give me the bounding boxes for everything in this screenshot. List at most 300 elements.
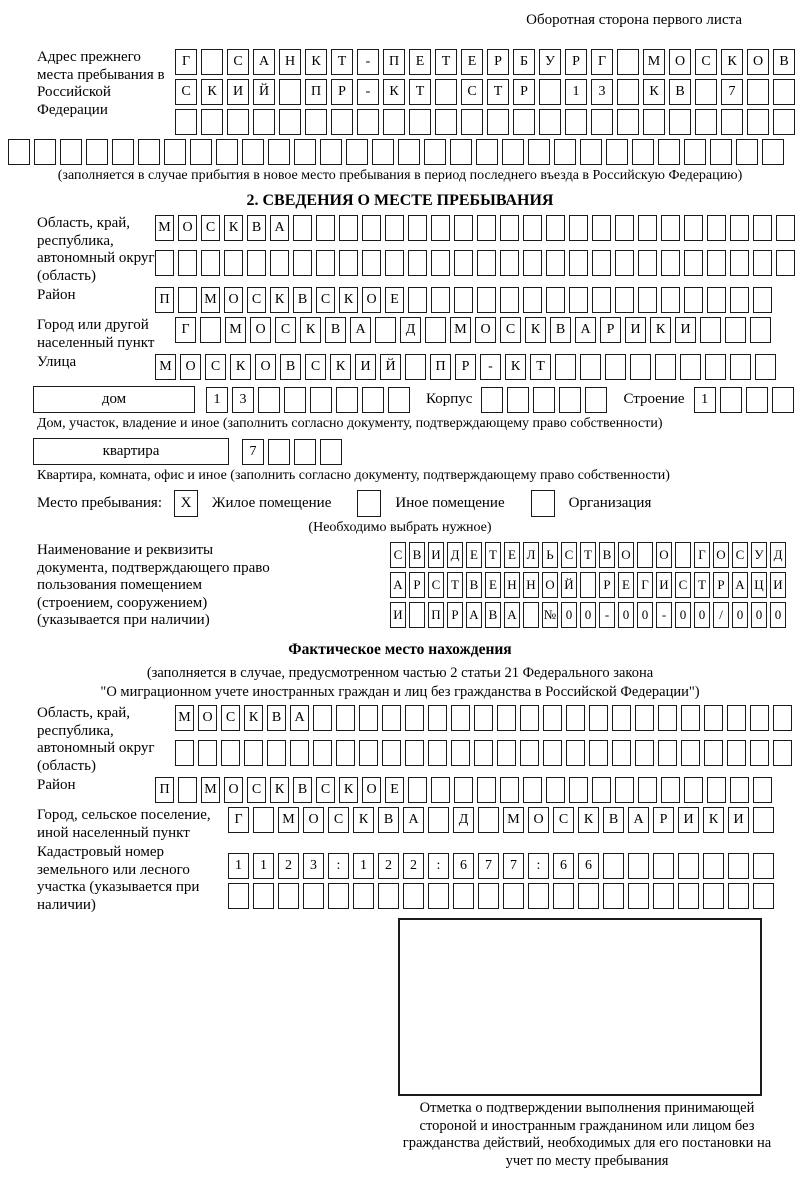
form-cell[interactable]: Й	[253, 79, 275, 105]
form-cell[interactable]: -	[599, 602, 615, 628]
form-cell[interactable]	[405, 354, 426, 380]
form-cell[interactable]	[408, 215, 427, 241]
form-cell[interactable]: В	[325, 317, 346, 343]
form-cell[interactable]	[478, 883, 499, 909]
form-cell[interactable]: В	[267, 705, 286, 731]
form-cell[interactable]	[258, 387, 280, 413]
form-cell[interactable]	[398, 139, 420, 165]
form-cell[interactable]	[566, 740, 585, 766]
form-cell[interactable]: О	[528, 807, 549, 833]
form-cell[interactable]	[313, 705, 332, 731]
form-cell[interactable]	[730, 354, 751, 380]
form-cell[interactable]	[592, 215, 611, 241]
form-cell[interactable]	[316, 250, 335, 276]
form-cell[interactable]: Е	[385, 287, 404, 313]
form-cell[interactable]: Т	[530, 354, 551, 380]
form-cell[interactable]	[331, 109, 353, 135]
form-cell[interactable]	[454, 777, 473, 803]
form-cell[interactable]	[477, 287, 496, 313]
form-cell[interactable]	[500, 250, 519, 276]
form-cell[interactable]: Г	[591, 49, 613, 75]
form-cell[interactable]	[728, 883, 749, 909]
form-cell[interactable]	[477, 777, 496, 803]
form-cell[interactable]	[750, 317, 771, 343]
form-cell[interactable]: В	[466, 572, 482, 598]
form-cell[interactable]: Й	[561, 572, 577, 598]
form-cell[interactable]	[454, 215, 473, 241]
form-cell[interactable]: К	[505, 354, 526, 380]
form-cell[interactable]	[635, 705, 654, 731]
form-cell[interactable]: М	[201, 287, 220, 313]
form-cell[interactable]	[546, 215, 565, 241]
form-cell[interactable]: 1	[206, 387, 228, 413]
form-cell[interactable]: В	[247, 215, 266, 241]
form-cell[interactable]	[435, 79, 457, 105]
form-cell[interactable]	[388, 387, 410, 413]
form-cell[interactable]: Т	[409, 79, 431, 105]
form-cell[interactable]	[507, 387, 529, 413]
form-cell[interactable]	[294, 439, 316, 465]
form-cell[interactable]: К	[224, 215, 243, 241]
form-cell[interactable]: 0	[561, 602, 577, 628]
form-cell[interactable]: Т	[580, 542, 596, 568]
form-cell[interactable]	[346, 139, 368, 165]
form-cell[interactable]	[703, 853, 724, 879]
form-cell[interactable]	[638, 250, 657, 276]
form-cell[interactable]	[675, 542, 691, 568]
form-cell[interactable]	[578, 883, 599, 909]
form-cell[interactable]: Р	[487, 49, 509, 75]
form-cell[interactable]: 1	[228, 853, 249, 879]
checkbox-residential[interactable]: X	[174, 490, 198, 517]
form-cell[interactable]	[253, 883, 274, 909]
form-cell[interactable]: О	[198, 705, 217, 731]
form-cell[interactable]	[606, 139, 628, 165]
form-cell[interactable]	[684, 777, 703, 803]
form-cell[interactable]: Е	[504, 542, 520, 568]
form-cell[interactable]	[487, 109, 509, 135]
form-cell[interactable]: Г	[694, 542, 710, 568]
form-cell[interactable]	[615, 215, 634, 241]
form-cell[interactable]	[428, 705, 447, 731]
form-cell[interactable]: В	[409, 542, 425, 568]
form-cell[interactable]: П	[428, 602, 444, 628]
form-cell[interactable]	[336, 740, 355, 766]
form-cell[interactable]	[695, 109, 717, 135]
form-cell[interactable]	[155, 250, 174, 276]
form-cell[interactable]	[425, 317, 446, 343]
form-cell[interactable]: 2	[278, 853, 299, 879]
form-cell[interactable]	[290, 740, 309, 766]
form-cell[interactable]: А	[390, 572, 406, 598]
form-cell[interactable]	[695, 79, 717, 105]
form-cell[interactable]: А	[270, 215, 289, 241]
form-cell[interactable]	[244, 740, 263, 766]
form-cell[interactable]: Р	[409, 572, 425, 598]
form-cell[interactable]: Б	[513, 49, 535, 75]
form-cell[interactable]: 1	[353, 853, 374, 879]
form-cell[interactable]: О	[362, 777, 381, 803]
form-cell[interactable]: В	[293, 777, 312, 803]
form-cell[interactable]	[523, 602, 539, 628]
form-cell[interactable]: :	[428, 853, 449, 879]
form-cell[interactable]	[453, 883, 474, 909]
form-cell[interactable]	[750, 740, 769, 766]
form-cell[interactable]: Т	[447, 572, 463, 598]
form-cell[interactable]	[520, 705, 539, 731]
form-cell[interactable]	[730, 215, 749, 241]
form-cell[interactable]: И	[770, 572, 786, 598]
form-cell[interactable]	[628, 853, 649, 879]
form-cell[interactable]	[589, 740, 608, 766]
form-cell[interactable]	[661, 777, 680, 803]
form-cell[interactable]	[242, 139, 264, 165]
form-cell[interactable]	[638, 215, 657, 241]
form-cell[interactable]: П	[430, 354, 451, 380]
form-cell[interactable]	[268, 439, 290, 465]
form-cell[interactable]: А	[466, 602, 482, 628]
form-cell[interactable]: С	[328, 807, 349, 833]
form-cell[interactable]	[138, 139, 160, 165]
form-cell[interactable]	[721, 109, 743, 135]
form-cell[interactable]	[362, 250, 381, 276]
form-cell[interactable]	[378, 883, 399, 909]
form-cell[interactable]	[336, 705, 355, 731]
form-cell[interactable]	[201, 109, 223, 135]
form-cell[interactable]	[221, 740, 240, 766]
form-cell[interactable]: Р	[447, 602, 463, 628]
form-cell[interactable]: И	[227, 79, 249, 105]
form-cell[interactable]	[328, 883, 349, 909]
form-cell[interactable]: Н	[523, 572, 539, 598]
form-cell[interactable]: С	[732, 542, 748, 568]
form-cell[interactable]	[566, 705, 585, 731]
form-cell[interactable]: П	[305, 79, 327, 105]
form-cell[interactable]	[500, 287, 519, 313]
form-cell[interactable]	[279, 79, 301, 105]
form-cell[interactable]	[746, 387, 768, 413]
form-cell[interactable]: Л	[523, 542, 539, 568]
form-cell[interactable]	[523, 215, 542, 241]
form-cell[interactable]	[730, 287, 749, 313]
form-cell[interactable]	[681, 740, 700, 766]
form-cell[interactable]: М	[155, 354, 176, 380]
form-cell[interactable]	[546, 250, 565, 276]
form-cell[interactable]	[704, 705, 723, 731]
form-cell[interactable]	[730, 250, 749, 276]
form-cell[interactable]	[753, 883, 774, 909]
form-cell[interactable]: К	[339, 287, 358, 313]
form-cell[interactable]: Й	[380, 354, 401, 380]
form-cell[interactable]	[533, 387, 555, 413]
form-cell[interactable]: В	[599, 542, 615, 568]
form-cell[interactable]: Е	[409, 49, 431, 75]
form-cell[interactable]: И	[675, 317, 696, 343]
form-cell[interactable]: М	[503, 807, 524, 833]
form-cell[interactable]: И	[678, 807, 699, 833]
form-cell[interactable]	[569, 250, 588, 276]
form-cell[interactable]	[543, 705, 562, 731]
form-cell[interactable]: К	[525, 317, 546, 343]
form-cell[interactable]: И	[355, 354, 376, 380]
form-cell[interactable]: :	[328, 853, 349, 879]
form-cell[interactable]	[753, 250, 772, 276]
form-cell[interactable]: К	[703, 807, 724, 833]
form-cell[interactable]: М	[155, 215, 174, 241]
form-cell[interactable]: П	[155, 287, 174, 313]
form-cell[interactable]	[643, 109, 665, 135]
form-cell[interactable]: К	[353, 807, 374, 833]
form-cell[interactable]: Р	[331, 79, 353, 105]
apartment-type-box[interactable]: квартира	[33, 438, 229, 465]
form-cell[interactable]: Е	[461, 49, 483, 75]
form-cell[interactable]	[270, 250, 289, 276]
form-cell[interactable]: М	[201, 777, 220, 803]
form-cell[interactable]	[175, 109, 197, 135]
form-cell[interactable]	[776, 215, 795, 241]
form-cell[interactable]: С	[316, 777, 335, 803]
form-cell[interactable]	[539, 79, 561, 105]
form-cell[interactable]: Г	[175, 317, 196, 343]
form-cell[interactable]: У	[751, 542, 767, 568]
form-cell[interactable]: О	[656, 542, 672, 568]
form-cell[interactable]	[190, 139, 212, 165]
form-cell[interactable]: -	[357, 79, 379, 105]
form-cell[interactable]: К	[305, 49, 327, 75]
form-cell[interactable]	[523, 250, 542, 276]
form-cell[interactable]	[669, 109, 691, 135]
form-cell[interactable]: Е	[618, 572, 634, 598]
form-cell[interactable]	[224, 250, 243, 276]
form-cell[interactable]	[336, 387, 358, 413]
form-cell[interactable]	[705, 354, 726, 380]
form-cell[interactable]	[528, 883, 549, 909]
form-cell[interactable]	[201, 250, 220, 276]
form-cell[interactable]: С	[305, 354, 326, 380]
form-cell[interactable]	[543, 740, 562, 766]
form-cell[interactable]: С	[316, 287, 335, 313]
form-cell[interactable]: 7	[242, 439, 264, 465]
form-cell[interactable]	[772, 387, 794, 413]
form-cell[interactable]	[164, 139, 186, 165]
form-cell[interactable]: И	[625, 317, 646, 343]
form-cell[interactable]	[450, 139, 472, 165]
form-cell[interactable]	[383, 109, 405, 135]
form-cell[interactable]	[454, 287, 473, 313]
form-cell[interactable]: 0	[675, 602, 691, 628]
form-cell[interactable]	[638, 777, 657, 803]
form-cell[interactable]	[617, 109, 639, 135]
form-cell[interactable]	[523, 287, 542, 313]
form-cell[interactable]	[589, 705, 608, 731]
form-cell[interactable]	[580, 139, 602, 165]
form-cell[interactable]: А	[403, 807, 424, 833]
form-cell[interactable]	[310, 387, 332, 413]
form-cell[interactable]	[565, 109, 587, 135]
form-cell[interactable]	[553, 883, 574, 909]
form-cell[interactable]	[408, 777, 427, 803]
form-cell[interactable]	[428, 883, 449, 909]
form-cell[interactable]	[707, 777, 726, 803]
form-cell[interactable]	[454, 250, 473, 276]
checkbox-other-premises[interactable]	[357, 490, 381, 517]
form-cell[interactable]	[175, 740, 194, 766]
form-cell[interactable]	[200, 317, 221, 343]
form-cell[interactable]	[461, 109, 483, 135]
form-cell[interactable]	[294, 139, 316, 165]
form-cell[interactable]: -	[656, 602, 672, 628]
form-cell[interactable]	[684, 250, 703, 276]
form-cell[interactable]	[268, 139, 290, 165]
form-cell[interactable]	[773, 705, 792, 731]
form-cell[interactable]: 0	[694, 602, 710, 628]
form-cell[interactable]	[267, 740, 286, 766]
form-cell[interactable]	[305, 109, 327, 135]
form-cell[interactable]: К	[300, 317, 321, 343]
form-cell[interactable]	[546, 777, 565, 803]
form-cell[interactable]	[710, 139, 732, 165]
form-cell[interactable]	[680, 354, 701, 380]
form-cell[interactable]: К	[230, 354, 251, 380]
form-cell[interactable]: 3	[591, 79, 613, 105]
form-cell[interactable]	[279, 109, 301, 135]
form-cell[interactable]	[357, 109, 379, 135]
form-cell[interactable]	[178, 777, 197, 803]
form-cell[interactable]: 3	[232, 387, 254, 413]
form-cell[interactable]	[703, 883, 724, 909]
form-cell[interactable]	[707, 287, 726, 313]
form-cell[interactable]: А	[290, 705, 309, 731]
form-cell[interactable]	[591, 109, 613, 135]
form-cell[interactable]: Р	[599, 572, 615, 598]
form-cell[interactable]	[375, 317, 396, 343]
form-cell[interactable]: С	[227, 49, 249, 75]
form-cell[interactable]	[750, 705, 769, 731]
form-cell[interactable]: 0	[732, 602, 748, 628]
form-cell[interactable]: О	[542, 572, 558, 598]
form-cell[interactable]: Т	[485, 542, 501, 568]
form-cell[interactable]: К	[383, 79, 405, 105]
form-cell[interactable]	[60, 139, 82, 165]
form-cell[interactable]: А	[628, 807, 649, 833]
form-cell[interactable]: М	[450, 317, 471, 343]
form-cell[interactable]: О	[669, 49, 691, 75]
form-cell[interactable]: О	[303, 807, 324, 833]
form-cell[interactable]	[628, 883, 649, 909]
form-cell[interactable]: А	[504, 602, 520, 628]
form-cell[interactable]	[481, 387, 503, 413]
form-cell[interactable]	[661, 215, 680, 241]
form-cell[interactable]	[431, 215, 450, 241]
form-cell[interactable]: Т	[487, 79, 509, 105]
form-cell[interactable]: Е	[485, 572, 501, 598]
form-cell[interactable]	[405, 705, 424, 731]
house-type-box[interactable]: дом	[33, 386, 195, 413]
form-cell[interactable]	[385, 250, 404, 276]
form-cell[interactable]	[539, 109, 561, 135]
form-cell[interactable]	[615, 287, 634, 313]
form-cell[interactable]: С	[275, 317, 296, 343]
form-cell[interactable]	[477, 215, 496, 241]
form-cell[interactable]: Н	[279, 49, 301, 75]
form-cell[interactable]: /	[713, 602, 729, 628]
form-cell[interactable]: Д	[400, 317, 421, 343]
form-cell[interactable]	[592, 250, 611, 276]
form-cell[interactable]	[424, 139, 446, 165]
form-cell[interactable]	[303, 883, 324, 909]
form-cell[interactable]	[704, 740, 723, 766]
form-cell[interactable]	[8, 139, 30, 165]
form-cell[interactable]: О	[180, 354, 201, 380]
form-cell[interactable]	[382, 740, 401, 766]
form-cell[interactable]: И	[428, 542, 444, 568]
form-cell[interactable]	[201, 49, 223, 75]
form-cell[interactable]	[753, 287, 772, 313]
form-cell[interactable]	[408, 250, 427, 276]
form-cell[interactable]	[730, 777, 749, 803]
form-cell[interactable]: М	[643, 49, 665, 75]
form-cell[interactable]	[707, 215, 726, 241]
form-cell[interactable]	[293, 215, 312, 241]
form-cell[interactable]	[497, 740, 516, 766]
form-cell[interactable]	[612, 740, 631, 766]
form-cell[interactable]: С	[675, 572, 691, 598]
form-cell[interactable]: 6	[553, 853, 574, 879]
form-cell[interactable]	[408, 287, 427, 313]
form-cell[interactable]: С	[201, 215, 220, 241]
form-cell[interactable]	[474, 740, 493, 766]
form-cell[interactable]: К	[270, 777, 289, 803]
form-cell[interactable]	[773, 79, 795, 105]
form-cell[interactable]: А	[253, 49, 275, 75]
form-cell[interactable]	[559, 387, 581, 413]
form-cell[interactable]	[362, 215, 381, 241]
form-cell[interactable]	[592, 777, 611, 803]
form-cell[interactable]	[86, 139, 108, 165]
form-cell[interactable]	[216, 139, 238, 165]
form-cell[interactable]: М	[278, 807, 299, 833]
form-cell[interactable]	[520, 740, 539, 766]
form-cell[interactable]	[178, 287, 197, 313]
form-cell[interactable]: С	[553, 807, 574, 833]
form-cell[interactable]: К	[339, 777, 358, 803]
form-cell[interactable]: К	[330, 354, 351, 380]
form-cell[interactable]	[728, 853, 749, 879]
form-cell[interactable]	[580, 572, 596, 598]
form-cell[interactable]: Т	[435, 49, 457, 75]
form-cell[interactable]: В	[293, 287, 312, 313]
form-cell[interactable]	[362, 387, 384, 413]
form-cell[interactable]	[615, 250, 634, 276]
form-cell[interactable]: С	[205, 354, 226, 380]
form-cell[interactable]	[500, 777, 519, 803]
form-cell[interactable]	[655, 354, 676, 380]
form-cell[interactable]	[478, 807, 499, 833]
form-cell[interactable]: О	[224, 777, 243, 803]
form-cell[interactable]: К	[578, 807, 599, 833]
form-cell[interactable]	[320, 139, 342, 165]
form-cell[interactable]	[603, 853, 624, 879]
form-cell[interactable]	[451, 705, 470, 731]
form-cell[interactable]	[684, 139, 706, 165]
form-cell[interactable]: О	[475, 317, 496, 343]
form-cell[interactable]	[431, 287, 450, 313]
form-cell[interactable]: Д	[447, 542, 463, 568]
form-cell[interactable]	[112, 139, 134, 165]
form-cell[interactable]: :	[528, 853, 549, 879]
form-cell[interactable]	[725, 317, 746, 343]
form-cell[interactable]: К	[650, 317, 671, 343]
